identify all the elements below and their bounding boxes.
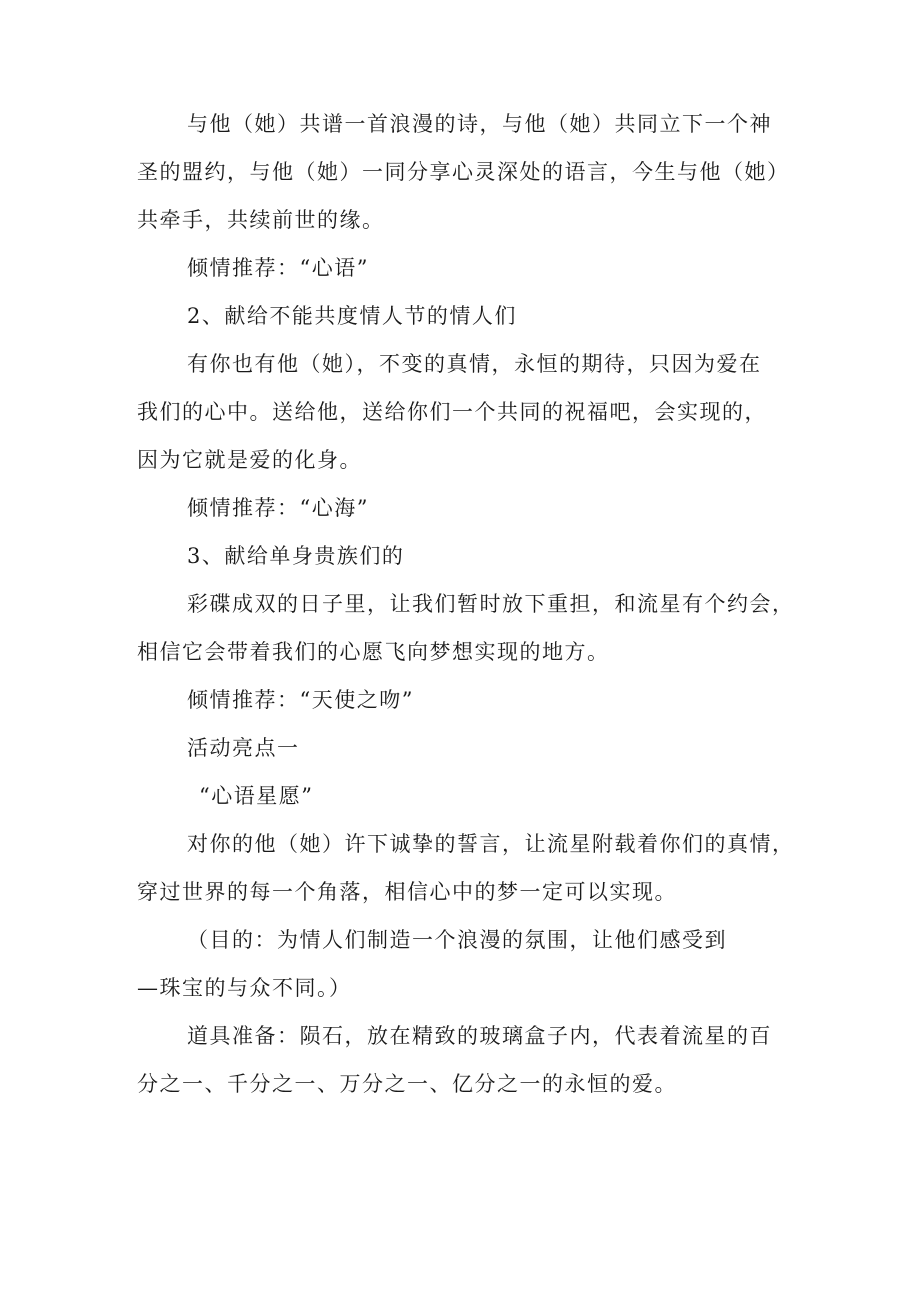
text-line: 倾情推荐：“心语” bbox=[187, 256, 369, 280]
text-line: 有你也有他（她），不变的真情，永恒的期待，只因为爱在 bbox=[187, 352, 762, 376]
text-line: 彩碟成双的日子里，让我们暂时放下重担，和流星有个约会， bbox=[187, 592, 795, 616]
text-line: 倾情推荐：“心海” bbox=[187, 496, 369, 520]
text-line: 2、献给不能共度情人节的情人们 bbox=[187, 304, 517, 328]
section-heading-3 bbox=[137, 532, 817, 580]
text-line: 我们的心中。送给他，送给你们一个共同的祝福吧，会实现的， bbox=[137, 400, 767, 424]
text-line: 圣的盟约，与他（她）一同分享心灵深处的语言，今生与他（她） bbox=[137, 160, 790, 184]
text-line: 道具准备：陨石，放在精致的玻璃盒子内，代表着流星的百 bbox=[187, 1024, 772, 1048]
paragraph-purpose bbox=[137, 916, 817, 1012]
text-line: 对你的他（她）许下诚挚的誓言，让流星附载着你们的真情， bbox=[187, 832, 795, 856]
paragraph-vow bbox=[137, 100, 817, 244]
text-line: —珠宝的与众不同。） bbox=[137, 976, 352, 1000]
paragraph-singles bbox=[137, 580, 817, 676]
paragraph-wish bbox=[137, 820, 817, 916]
recommendation-xinyu bbox=[137, 244, 817, 292]
section-heading-2 bbox=[137, 292, 817, 340]
text-line: 因为它就是爱的化身。 bbox=[137, 448, 362, 472]
text-line: 共牵手，共续前世的缘。 bbox=[137, 208, 385, 232]
text-line: 相信它会带着我们的心愿飞向梦想实现的地方。 bbox=[137, 640, 610, 664]
text-line: 活动亮点一 bbox=[187, 736, 300, 760]
paragraph-apart-lovers bbox=[137, 340, 817, 484]
text-line: 分之一、千分之一、万分之一、亿分之一的永恒的爱。 bbox=[137, 1072, 677, 1096]
text-line: 穿过世界的每一个角落，相信心中的梦一定可以实现。 bbox=[137, 880, 677, 904]
activity-name bbox=[137, 772, 817, 820]
text-line: 与他（她）共谱一首浪漫的诗，与他（她）共同立下一个神 bbox=[187, 112, 772, 136]
text-line: “心语星愿” bbox=[199, 784, 314, 808]
activity-highlight-heading bbox=[137, 724, 817, 772]
paragraph-props bbox=[137, 1012, 817, 1108]
recommendation-xinhai bbox=[137, 484, 817, 532]
recommendation-angel-kiss bbox=[137, 676, 817, 724]
text-line: 倾情推荐：“天使之吻” bbox=[187, 688, 414, 712]
document-body bbox=[137, 100, 817, 1108]
text-line: （目的：为情人们制造一个浪漫的氛围，让他们感受到 bbox=[187, 928, 727, 952]
text-line: 3、献给单身贵族们的 bbox=[187, 544, 405, 568]
